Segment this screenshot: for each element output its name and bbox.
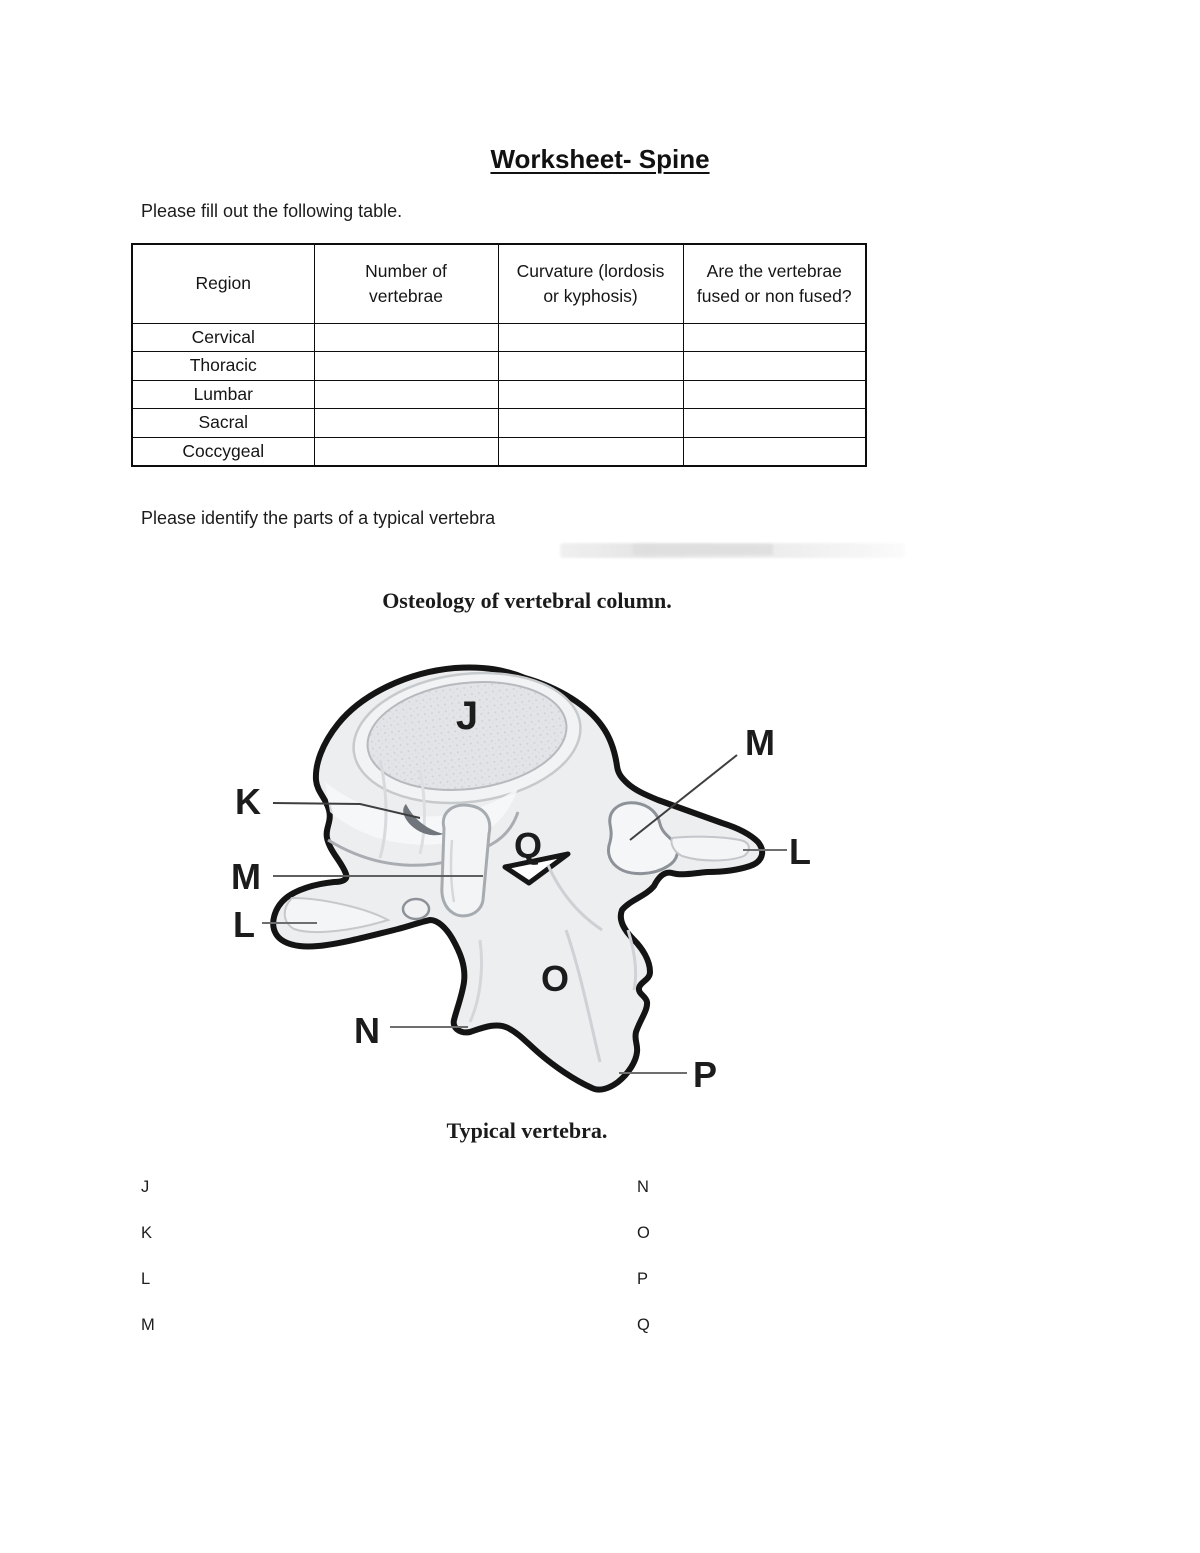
answer-cell-empty [314,352,498,380]
answer-cell-empty [314,437,498,466]
diagram-label-m-left: M [231,856,261,897]
answer-cell-empty [314,380,498,408]
header-fused: Are the vertebrae fused or non fused? [683,244,866,324]
scan-smudge-dark [633,544,773,555]
table-header-row [132,244,866,324]
answer-cell-empty [314,324,498,352]
table-row [132,437,866,466]
header-number-of-vertebrae: Number of vertebrae [314,244,498,324]
diagram-label-l-right: L [789,831,811,872]
region-cell: Thoracic [132,352,314,380]
table-row [132,352,866,380]
header-curvature: Curvature (lordosis or kyphosis) [498,244,683,324]
page-title-text: Worksheet- Spine [490,144,710,174]
diagram-label-o: O [540,958,570,999]
answer-cell-empty [498,409,683,437]
region-cell: Lumbar [132,380,314,408]
table-row [132,409,866,437]
answer-cell-empty [498,324,683,352]
answer-cell-empty [498,380,683,408]
diagram-label-l-left: L [233,904,255,945]
vertebra-figure [230,540,910,1160]
answer-cell-empty [314,409,498,437]
answer-letter-q: Q [637,1316,650,1334]
instruction-identify-parts: Please identify the parts of a typical vertebra [141,508,496,528]
region-cell: Cervical [132,324,314,352]
answer-letter-n: N [637,1178,649,1196]
answer-letter-p: P [637,1270,649,1288]
left-articular-pillar [442,805,490,916]
figure-heading: Osteology of vertebral column. [382,588,672,613]
accessory-nodule [403,899,429,919]
answer-letter-l: L [141,1270,151,1288]
region-cell: Coccygeal [132,437,314,466]
diagram-label-p: P [692,1054,718,1095]
diagram-label-q: Q [513,825,543,866]
answer-letter-m: M [141,1316,155,1334]
answer-cell-empty [683,380,866,408]
figure-caption: Typical vertebra. [446,1118,608,1143]
region-table [131,243,867,467]
diagram-label-k: K [235,781,261,822]
answer-cell-empty [683,409,866,437]
vertebra-diagram [230,630,910,1115]
diagram-label-n: N [354,1010,380,1051]
answer-cell-empty [683,352,866,380]
answer-cell-empty [683,324,866,352]
region-cell: Sacral [132,409,314,437]
page-title [0,144,1200,175]
right-transverse-highlight [671,837,748,861]
header-region: Region [132,244,314,324]
answer-cell-empty [498,352,683,380]
answer-letter-j: J [141,1178,150,1196]
table-row [132,380,866,408]
diagram-label-m-right: M [745,722,775,763]
diagram-label-j: J [455,694,479,738]
answer-cell-empty [498,437,683,466]
table-row [132,324,866,352]
instruction-fill-table: Please fill out the following table. [141,201,403,221]
answer-letter-o: O [637,1224,650,1242]
answer-cell-empty [683,437,866,466]
answer-letter-k: K [141,1224,153,1242]
